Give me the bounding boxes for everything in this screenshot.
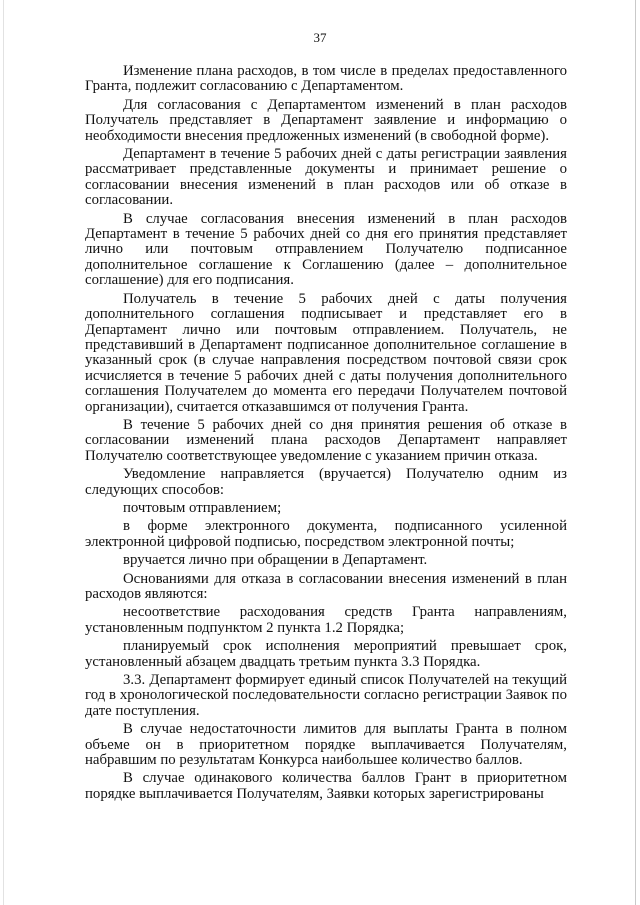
paragraph: Уведомление направляется (вручается) Получателю одним из следующих способов: xyxy=(85,466,567,498)
paragraph: В случае согласования внесения изменений в план расходов Департамент в течение 5 рабочих дней со дня его принятия представляет лично или почтовым отправлением Получателю подписанное дополнительное соглашение к Соглашению (далее – дополнительное соглашение) для его подписания. xyxy=(85,210,567,289)
list-item: почтовым отправлением; xyxy=(123,499,282,516)
paragraph: В случае одинакового количества баллов Грант в приоритетном порядке выплачивается Получателям, Заявки которых зарегистрированы xyxy=(85,770,567,802)
scan-edge-right xyxy=(635,0,636,905)
paragraph: Для согласования с Департаментом изменений в план расходов Получатель представляет в Департамент заявление и информацию о необходимости внесения предложенных изменений (в свободной форме). xyxy=(85,96,567,144)
list-item: планируемый срок исполнения мероприятий превышает срок, установленный абзацем двадцать третьим пункта 3.3 Порядка. xyxy=(85,638,567,670)
page-number: 37 xyxy=(313,30,327,45)
paragraph: В случае недостаточности лимитов для выплаты Гранта в полном объеме он в приоритетном порядке выплачивается Получателям, набравшим по результатам Конкурса наибольшее количество баллов. xyxy=(85,721,567,769)
paragraph: В течение 5 рабочих дней со дня принятия решения об отказе в согласовании изменений плана расходов Департамент направляет Получателю соответствующее уведомление с указанием причин отказа. xyxy=(85,416,567,464)
list-item: несоответствие расходования средств Гранта направлениям, установленным подпунктом 2 пункта 1.2 Порядка; xyxy=(85,604,567,636)
paragraph: 3.3. Департамент формирует единый список Получателей на текущий год в хронологической последовательности согласно регистрации Заявок по дате поступления. xyxy=(85,672,567,719)
paragraph: Основаниями для отказа в согласовании внесения изменений в план расходов являются: xyxy=(85,570,567,602)
list-item: вручается лично при обращении в Департамент. xyxy=(123,552,428,569)
paragraph: Департамент в течение 5 рабочих дней с даты регистрации заявления рассматривает представленные документы и принимает решение о согласовании внесения изменений в план расходов или об отказе в согласовании. xyxy=(85,146,567,209)
paragraph: Получатель в течение 5 рабочих дней с даты получения дополнительного соглашения подписывает и представляет его в Департамент лично или почтовым отправлением. Получатель, не представивший в Департамент подписанное дополнительное соглашение в указанный срок (в случае направления посредством почтовой связи срок исчисляется в течение 5 рабочих дней с даты получения дополнительного соглашения Получателем до момента его передачи Получателем почтовой организации), считается отказавшимся от получения Гранта. xyxy=(85,290,567,415)
paragraph: Изменение плана расходов, в том числе в пределах предоставленного Гранта, подлежит согласованию с Департаментом. xyxy=(85,63,567,95)
document-body xyxy=(85,64,567,805)
scan-edge-left xyxy=(3,0,4,905)
list-item: в форме электронного документа, подписанного усиленной электронной цифровой подписью, посредством электронной почты; xyxy=(85,518,567,550)
